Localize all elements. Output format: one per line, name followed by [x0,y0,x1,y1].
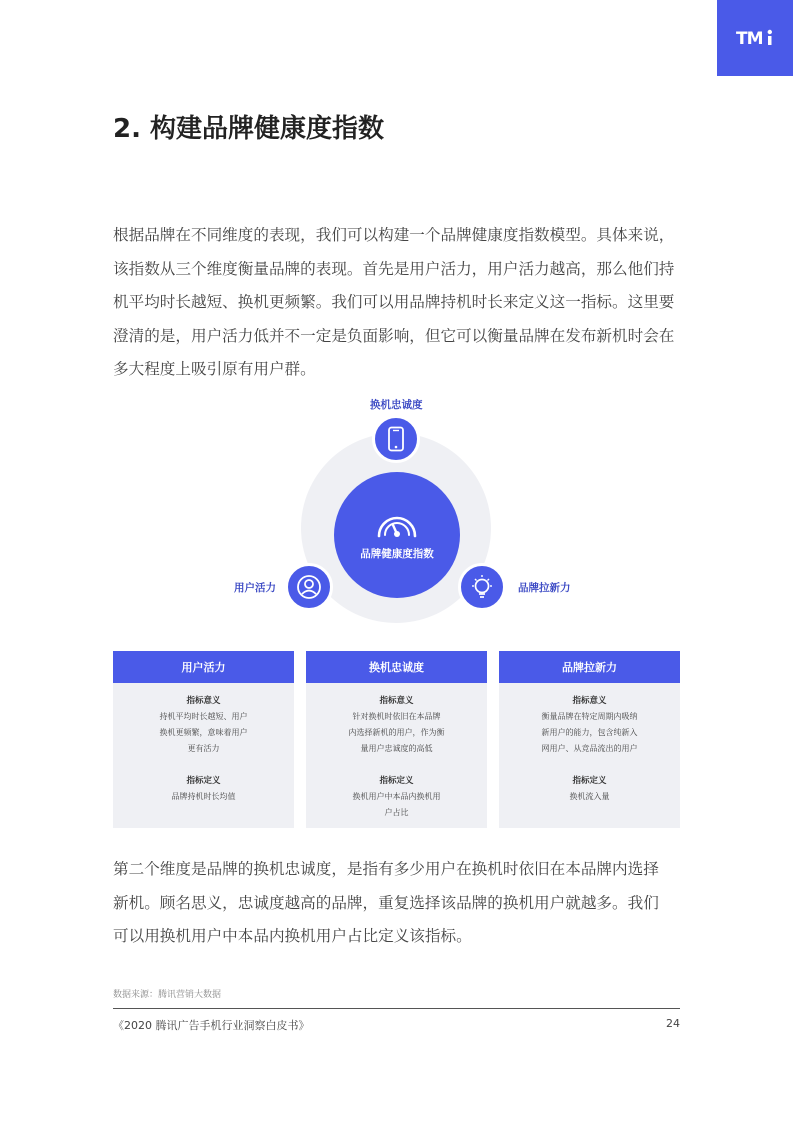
meaning-title: 指标意义 [379,696,414,706]
intro-line: 多大程度上吸引原有用户群。 [113,360,316,378]
second-line: 可以用换机用户中本品内换机用户占比定义该指标。 [113,927,472,945]
second-line: 新机。顾名思义，忠诚度越高的品牌，重复选择该品牌的换机用户就越多。我们 [113,893,659,912]
meaning-line: 量用户忠诚度的高低 [360,744,433,753]
tmi-logo [717,0,793,76]
intro-line: 机平均时长越短、换机更频繁。我们可以用品牌持机时长来定义这一指标。这里要 [113,293,675,311]
meaning-line: 换机更频繁，意味着用户 [159,728,248,737]
definition-title: 指标定义 [379,776,414,786]
definition-line: 品牌持机时长均值 [171,792,236,801]
meaning-line: 网用户、从竞品流出的用户 [541,744,638,753]
page-number: 24 [666,1017,680,1030]
metric-card-user-vitality [113,651,294,828]
intro-paragraph [113,219,683,387]
definition-line: 换机用户中本品内换机用 [352,792,441,801]
user-vitality-node [285,563,333,611]
data-source-note: 数据来源：腾讯营销大数据 [113,990,222,1000]
loyalty-node [372,415,420,463]
card-body [499,683,680,805]
meaning-line: 更有活力 [187,744,220,753]
user-vitality-label: 用户活力 [234,582,276,594]
gauge-icon [375,510,419,540]
user-icon [296,574,322,600]
card-header: 换机忠诚度 [306,651,487,683]
definition-line: 户占比 [384,808,409,817]
second-paragraph [113,853,683,954]
tmi-logo-icon [735,28,775,48]
meaning-line: 持机平均时长越短、用户 [159,712,248,721]
meaning-line: 内选择新机的用户，作为衡 [348,728,445,737]
meaning-line: 新用户的能力，包含纯新入 [541,728,638,737]
meaning-line: 衡量品牌在特定周期内吸纳 [541,712,638,721]
card-header: 品牌拉新力 [499,651,680,683]
second-line: 第二个维度是品牌的换机忠诚度，是指有多少用户在换机时依旧在本品牌内选择 [113,860,659,878]
card-header: 用户活力 [113,651,294,683]
health-index-diagram [0,390,793,640]
footer-report-title: 《2020 腾讯广告手机行业洞察白皮书》 [113,1019,310,1032]
definition-line: 换机流入量 [569,792,610,801]
page-title: 2. 构建品牌健康度指数 [113,114,385,144]
acquisition-label: 品牌拉新力 [518,582,571,594]
intro-line: 该指数从三个维度衡量品牌的表现。首先是用户活力，用户活力越高，那么他们持 [113,259,675,278]
intro-line: 根据品牌在不同维度的表现，我们可以构建一个品牌健康度指数模型。具体来说， [113,226,675,244]
meaning-line: 针对换机时依旧在本品牌 [352,712,441,721]
meaning-title: 指标意义 [572,696,607,706]
intro-line: 澄清的是，用户活力低并不一定是负面影响，但它可以衡量品牌在发布新机时会在 [113,326,675,345]
lightbulb-icon [468,573,496,601]
diagram-center-node [334,472,460,598]
smartphone-icon [386,426,406,452]
metric-card-acquisition [499,651,680,828]
card-body [113,683,294,805]
definition-title: 指标定义 [186,776,221,786]
card-body [306,683,487,821]
center-node-label: 品牌健康度指数 [360,547,434,560]
meaning-title: 指标意义 [186,696,221,706]
definition-title: 指标定义 [572,776,607,786]
metric-card-loyalty [306,651,487,828]
acquisition-node [458,563,506,611]
svg-text:TM: TM [736,29,763,48]
footer-divider [113,1008,680,1009]
loyalty-label: 换机忠诚度 [370,399,423,411]
